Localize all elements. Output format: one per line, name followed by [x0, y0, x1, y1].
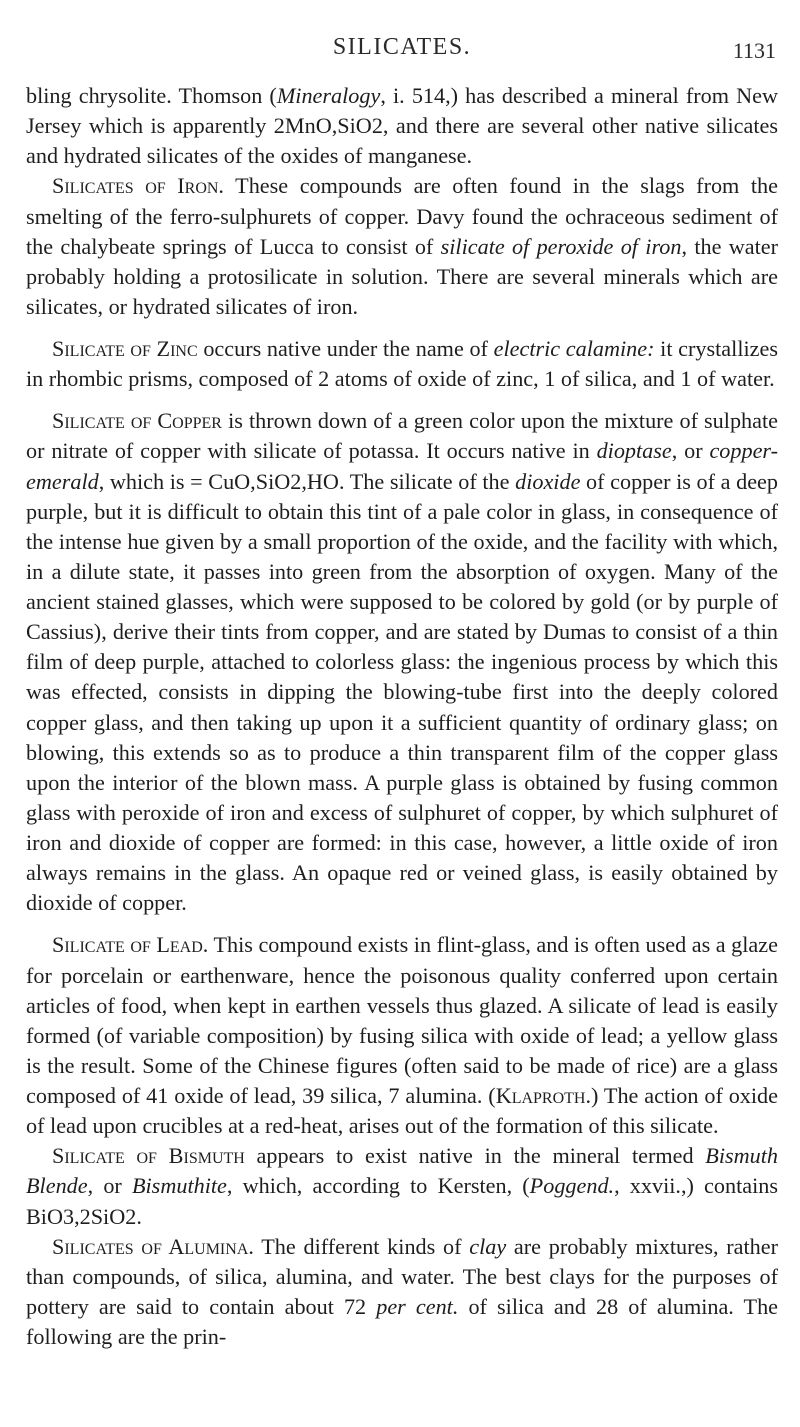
text-run: These compounds are often found in the slags from the smelting of the ferro-sulphurets of copper. Davy found the ochraceous sediment of the chalybeate springs of Lucca to consist of: [26, 173, 778, 259]
paragraph-silicate-of-zinc: [26, 334, 778, 394]
text-run: of silica and 28 of alumina. The following are the prin-: [26, 1293, 779, 1349]
paragraph-silicate-of-lead: [26, 930, 778, 1141]
italic-text: electric calamine:: [493, 336, 655, 361]
small-caps-heading: Silicates of Alumina.: [52, 1233, 254, 1259]
small-caps-heading: Silicate of Zinc: [52, 336, 198, 361]
text-run: , the water probably holding a protosilicate in solution. There are several minerals which are silicates, or hydrated silicates of iron.: [26, 233, 779, 319]
italic-text: copper-emerald: [26, 438, 779, 494]
text-run: bling chrysolite. Thomson (: [26, 83, 277, 108]
text-run: are probably mixtures, rather than compounds, of silica, alumina, and water. The best clays for the purposes of pottery are said to contain about 72: [26, 1233, 778, 1319]
text-run: , or: [87, 1173, 132, 1199]
italic-text: Poggend.: [529, 1173, 615, 1199]
text-run: occurs native under the name of: [197, 336, 494, 361]
italic-text: dioptase: [596, 438, 672, 464]
small-caps-heading: Silicate of Bismuth: [52, 1143, 245, 1169]
book-page: [26, 34, 778, 1352]
text-run: The different kinds of: [253, 1233, 470, 1259]
italic-text: per cent.: [376, 1293, 459, 1319]
paragraph-silicate-of-copper: [26, 406, 778, 918]
small-caps-heading: Klaproth.: [495, 1083, 592, 1108]
paragraph-chrysolite: [26, 81, 778, 171]
text-run: , which is = CuO,SiO2,HO. The silicate of the: [98, 468, 516, 494]
paragraph-silicates-of-alumina: [26, 1232, 778, 1353]
italic-text: clay: [469, 1233, 507, 1259]
text-run: ) The action of oxide of lead upon crucibles at a red-heat, arises out of the formation of this silicate.: [26, 1083, 778, 1139]
running-head: [26, 34, 778, 74]
italic-text: silicate of peroxide of iron: [440, 233, 682, 259]
small-caps-heading: Silicate of Copper: [52, 408, 222, 434]
text-run: , i. 514,) has described a mineral from New Jersey which is apparently 2MnO,SiO2, and there are several other native silicates and hydrated silicates of the oxides of manganese.: [26, 83, 778, 169]
text-run: is thrown down of a green color upon the mixture of sulphate or nitrate of copper with silicate of potassa. It occurs native in: [26, 408, 778, 464]
paragraph-silicate-of-bismuth: [26, 1141, 778, 1231]
text-run: of copper is of a deep purple, but it is difficult to obtain this tint of a pale color in glass, in consequence of the intense hue given by a small proportion of the oxide, and the facility with which, in a dilute state, it passes into green from the absorption of oxygen. Many of the ancient stained glasses, which were supposed to be colored by gold (or by purple of Cassius), derive their tints from copper, and are stated by Dumas to consist of a thin film of deep purple, attached to colorless glass: the ingenious process by which this was effected, consists in dipping the blowing-tube first into the deeply colored copper glass, and then taking up upon it a sufficient quantity of ordinary glass; on blowing, this extends so as to produce a thin transparent film of the copper glass upon the interior of the blown mass. A purple glass is obtained by fusing common glass with peroxide of iron and excess of sulphuret of copper, by which sulphuret of iron and dioxide of copper are formed: in this case, however, a little oxide of iron always remains in the glass. An opaque red or veined glass, is easily obtained by dioxide of copper.: [26, 468, 778, 916]
page-number: 1131: [732, 38, 776, 63]
paragraph-silicates-of-iron: [26, 171, 778, 322]
running-title: SILICATES.: [332, 34, 472, 60]
small-caps-heading: Silicates of Iron.: [52, 173, 224, 199]
text-run: it crystallizes in rhombic prisms, composed of 2 atoms of oxide of zinc, 1 of silica, and 1 of water.: [26, 336, 778, 392]
text-run: This compound exists in flint-glass, and is often used as a glaze for porcelain or earthenware, hence the poisonous quality conferred upon certain articles of food, when kept in earthen vessels thus glazed. A silicate of lead is easily formed (of variable composition) by fusing silica with oxide of lead; a yellow glass is the result. Some of the Chinese figures (often said to be made of rice) are a glass composed of 41 oxide of lead, 39 silica, 7 alumina. (: [26, 932, 778, 1108]
text-run: , or: [671, 438, 710, 464]
body-text: [26, 81, 778, 1352]
text-run: appears to exist native in the mineral termed: [244, 1143, 706, 1169]
italic-text: Bismuth Blende: [26, 1143, 779, 1199]
italic-text: Mineralogy: [276, 83, 381, 108]
small-caps-heading: Silicate of Lead.: [52, 932, 209, 958]
italic-text: Bismuthite: [131, 1173, 227, 1199]
italic-text: dioxide: [515, 468, 581, 494]
text-run: , which, according to Kersten, (: [226, 1173, 530, 1199]
text-run: , xxvii.,) contains BiO3,2SiO2.: [26, 1173, 778, 1229]
